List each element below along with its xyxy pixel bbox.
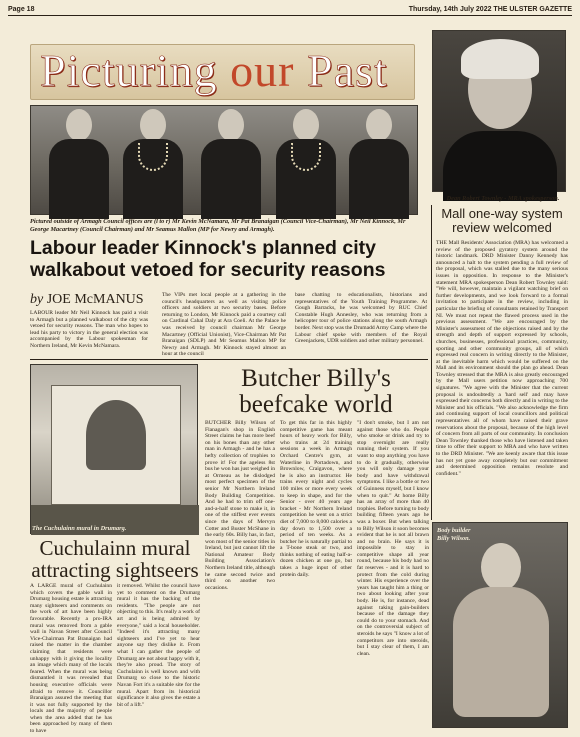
- title-start: Picturing: [40, 45, 231, 96]
- bodybuilder-head: [481, 543, 521, 591]
- mall-body: THE Mall Residents' Association (MRA) has welcomed a review of the proposed gyratory system around the historic landmark. DRD Minister Danny Kennedy has announced a halt to the system pending a full review of the proposal, which was stalled due to the many serious issues in opposition. In response to the Minister's statement MRA spokesperson Dean Robert Townley said: "We will, however, maintain a vigilant watching brief on further developments, and we look forward to a formal invitation to participate in the review, including in particular the briefing of consultants retained by Transport NI. We must not repeat the flawed process used in the previous assessment. "We are encouraged by the Minister's assessment of the objections raised and by the strength and depth of support expressed by schools, churches, businesses, professional practices, community, sporting and other community groups, all of which expressed real concern in writing directly to the Minister, at the inevitable harm which would be suffered on the Mall and its environment should the plan go ahead. Dean Townley stressed that the MRA is also greatly encouraged by the Mall users petition now approaching 700 signatures. "We agree with the Minister that the current proposal is undoubtedly a 'hard sell' and may have expressed their concerns both directly and in writing to the Minister and his officials. "We also acknowledge the firm and continuing support of local councillors and political representatives all of whom have raised their grave reservations about the proposal, because of the high level of concern from all parts of our community. In conclusion Dean Townley thanked those who have listened and taken time to offer their support to MRA and who have written to the DRD Minister. "We are keenly aware that this issue has not yet gone away completely but our commitment and determined opposition remains resolute and confident.": [436, 240, 568, 477]
- mural-photo: [30, 364, 198, 534]
- main-headline: Labour leader Kinnock's planned city walkabout vetoed for security reasons: [30, 237, 386, 281]
- butcher-headline: [205, 366, 427, 418]
- group-photo-caption: Pictured outside of Armagh Council offices are (l to r) Mr Kevin McNamara, Mr Pat Branaigan (Council Vice-Chairman), Mr Neil Kinnock, Mr George Macartney (Council Chairman) and Mr Seamus Mallon (MP for Newry and Armagh).: [30, 218, 406, 233]
- mall-headline: Mall one-way system review welcomed: [441, 206, 563, 235]
- butcher-col2: To get this far in this highly competitive game has meant hours of heavy work for Billy, who trains at 24 training sessions a week in Armagh Orchard Centre's gym, at Waterline in Portadown, and Brownlow, Craigavon, where he is also an instructor. He trains every night and cycles 100 miles or more every week to keep in shape, and for the Senior - over 40 years age bracket - Mr Northern Ireland competition he went on a strict diet of 7,000 to 8,000 calories a day down to 1,500 over a period of ten weeks. As a butcher he is naturally partial to a T-bone steak or two, and thinks nothing of eating half-a-dozen chicken at one go, but takes a huge input of other protein daily.: [280, 420, 352, 578]
- mural-caption: The Cuchulainn mural in Drumarg.: [32, 525, 127, 532]
- cuchulainn-headline-line1: Cuchulainn mural: [39, 536, 191, 560]
- portrait-hair: [461, 39, 539, 79]
- cuchulainn-headline: [30, 537, 200, 581]
- person-figure: [49, 109, 109, 214]
- date-masthead: Thursday, 14th July 2022 THE ULSTER GAZETTE: [408, 6, 572, 13]
- butcher-col1: BUTCHER Billy Wilson of Flanagan's shop in English Street claims he has more beef on his bones than any other man in Armagh - and he has a hefty collection of trophies to prove it! For the ageless 8st bus he won has just weighed in at Ormeau as he dislodged most perfect specimen of the senior Mr Northern Ireland Body Building Competition. And he had to trim off one-and-a-half stone to make it, in one of the stiffest ever events since the days of Mervyn Cotter and Buster McShane in the early 60s. Billy has, in fact, won most of the senior titles in Ireland, but just cannot lift the National Amateur Body Building Association's Northern Ireland title, although he came second twice and third on another two occasions.: [205, 420, 275, 591]
- butcher-headline-line1: Butcher Billy's: [241, 365, 391, 392]
- page-number: Page 18: [8, 6, 35, 13]
- mural-figure: [86, 400, 146, 470]
- cuchulainn-col2: it removed. Whilst the council have yet to comment on the Drumarg mural it has the backing of the residents. "The people are not objecting to this. It's really a work of art and is being admired by everyone," said a local householder. "Indeed it's attracting many sightseers and I've yet to hear anyone say they dislike it. From what I can gather the people of Drumarg are not about happy with it, they're also proud. The story of Cuchulainn is well known and with Drumarg so close to the historic Navan Fort it's a suitable site for the mural. Apart from its historical significance it also gives the estate a bit of a lift.": [117, 583, 201, 708]
- portrait-photo: [432, 30, 566, 192]
- section-title: [40, 44, 388, 97]
- main-story-col3: base chatting to educationalists, historians and representatives of the Youth Training Programme. At Gough Barracks, he was welcomed by RUC Chief Constable Hugh Annesley, who was returning from a helicopter tour of police stations along the south Armagh border. Next stop was the Drumadd Army Camp where the Labour chief spoke with members of the Royal Greenjackets, UDR soldiers and other military personnel.: [295, 292, 427, 345]
- main-story-col1: LABOUR leader Mr Neil Kinnock has paid a visit to Armagh but a planned walkabout of the city was vetoed for security reasons. The man who hopes to lead his party to victory in the general election was accompanied by the Labour spokesman for Northern Ireland, Mr Kevin McNamara.: [30, 310, 148, 349]
- portrait-clothing: [443, 131, 557, 201]
- bodybuilder-photo: [432, 522, 568, 728]
- bodybuilder-caption-line2: Billy Wilson.: [437, 534, 471, 542]
- title-end: Past: [294, 45, 388, 96]
- person-figure: [201, 109, 261, 214]
- column-divider: [431, 205, 432, 520]
- page-header: [8, 4, 572, 16]
- portrait-caption: Dean Robert Townley - MRA spokesperson.: [446, 195, 560, 202]
- byline: [30, 292, 144, 308]
- byline-last: McMANUS: [74, 292, 144, 307]
- butcher-headline-line2: beefcake world: [239, 391, 393, 418]
- title-our: our: [230, 45, 295, 96]
- divider: [30, 359, 428, 360]
- bodybuilder-torso: [453, 587, 549, 717]
- person-figure: [123, 109, 183, 214]
- group-photo: [30, 105, 418, 215]
- person-figure: [349, 109, 409, 214]
- butcher-col3: "I don't smoke, but I am not against those who do. People who smoke or drink and try to stop overnight are really running their system. If you want to stop anything you have to do it gradually, otherwise you will only damage your body and have withdrawal symptoms. I like a bottle or two of Guinness myself, but I know when to quit." At home Billy has an array of more than 40 trophies. Before turning to body building fifteen years ago he was a boxer. But when talking to Billy Wilson it soon becomes evident that he is not all brawn and no brain. He says it is impossible to stay in competitive shape all year round, because his body had no fat reserves - and it is hard to protect from the cold during winter. His experience over the years has taught him a thing or two about looking after your body. He is, for instance, dead against taking gain-builders because of the damage they could do to your stomach. And on the controversial subject of steroids he says "I know a lot of competitors are into steroids, but I stay clear of them, I am clean.: [357, 420, 429, 657]
- cuchulainn-headline-line2: attracting sightseers: [31, 558, 199, 582]
- byline-prefix: by: [30, 292, 47, 307]
- bodybuilder-caption-line1: Body builder: [437, 527, 471, 534]
- byline-first: JOE: [46, 292, 75, 307]
- person-figure: [276, 109, 336, 214]
- cuchulainn-col1: A LARGE mural of Cuchulainn which covers the gable wall in Drumarg housing estate is attracting many sightseers and comments on the work of art have been highly favourable. Recently a pro-IRA mural was removed from a gable wall in Navan Street after Council Vice-Chairman Pat Branaigan had raised the matter in the chamber claiming that residents were unhappy with it giving the locality an image which many of the locals feared. When the mural was being dismantled it was revealed that housing executive officials were afraid to remove it. Councillor Branaigan assured the meeting that it was not fully supported by the locals and the majority of people when the area added that he has been approached by many of them to have: [30, 583, 112, 735]
- main-story-col2: The VIPs met local people at a gathering in the council's headquarters as well as visiting police officers and soldiers at two security bases. Before returning to London, Mr Kinnock paid a courtesy call on Cardinal Cahal Daly at Ara Coeli. At the Palace he was received by council chairman Mr George Macartney (Official Unionist), Vice-Chairman Mr Pat Branaigan (SDLP) and Mr Seamus Mallon MP for Newry and Armagh. Mr Kinnock stayed almost an hour at the council: [162, 292, 286, 358]
- bodybuilder-caption: [437, 527, 470, 542]
